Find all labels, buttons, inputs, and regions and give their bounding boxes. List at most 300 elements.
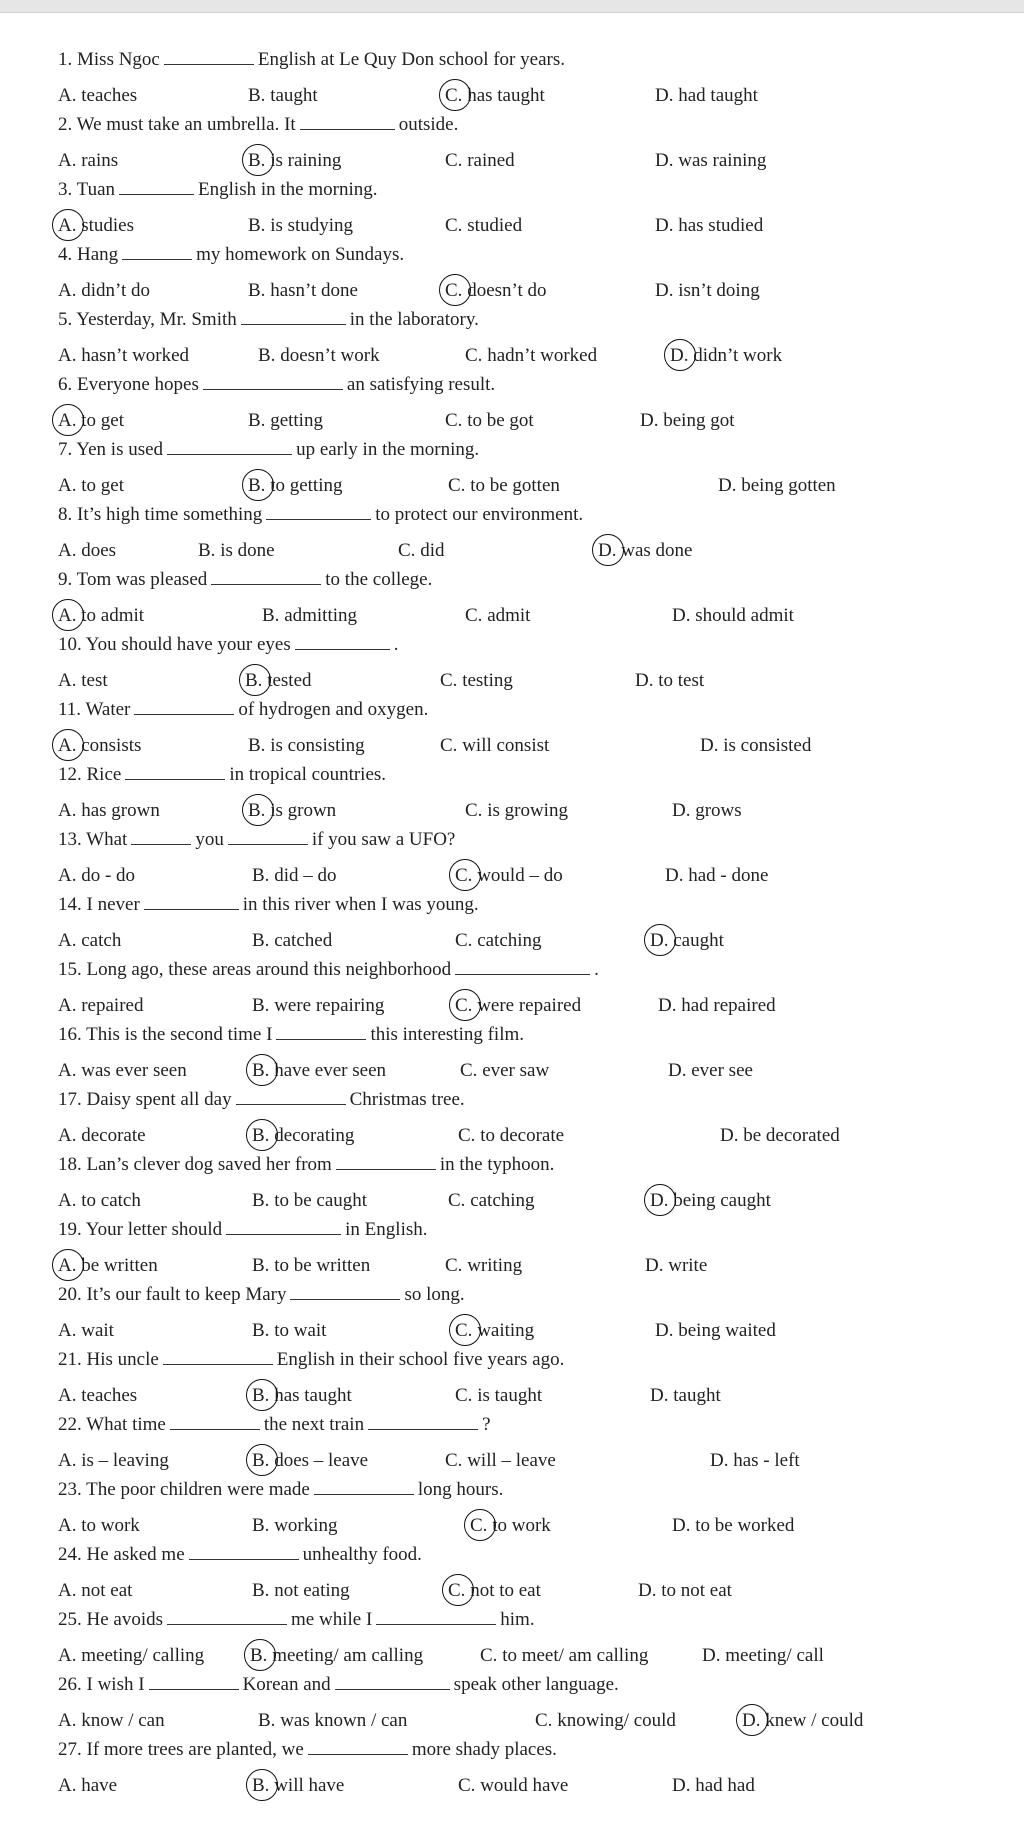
option-letter: D. [650, 1385, 669, 1406]
question-text: Tom was pleased [76, 569, 208, 590]
option-letter: D. [638, 1580, 657, 1601]
option-text: would – do [477, 865, 563, 886]
option-text: has taught [467, 85, 545, 106]
answer-blank [167, 1608, 287, 1625]
circled-option-letter: B. [252, 1775, 270, 1796]
option-text: being caught [673, 1190, 771, 1211]
circled-option-letter: B. [252, 1125, 270, 1146]
option-text: hasn’t done [270, 280, 358, 301]
option-a [58, 474, 124, 498]
option-a [58, 1124, 146, 1148]
question-text: of hydrogen and oxygen. [238, 699, 429, 720]
question-23 [58, 1478, 503, 1502]
answer-blank [131, 828, 191, 845]
option-text: have ever seen [274, 1060, 387, 1081]
option-letter: A. [58, 1190, 77, 1211]
option-a [58, 279, 150, 303]
option-d [655, 84, 758, 108]
option-text: test [81, 670, 108, 691]
option-d [645, 1254, 707, 1278]
option-c [440, 734, 549, 758]
option-text: to be gotten [470, 475, 560, 496]
option-letter: D. [700, 735, 719, 756]
option-b [248, 279, 358, 303]
option-a [58, 1709, 165, 1733]
option-c [455, 1384, 542, 1408]
option-text: being got [663, 410, 735, 431]
option-text: to test [658, 670, 705, 691]
option-text: be decorated [743, 1125, 840, 1146]
answer-blank [336, 1153, 436, 1170]
option-text: is taught [477, 1385, 543, 1406]
option-letter: B. [248, 215, 266, 236]
circled-option-letter: A. [58, 1255, 77, 1276]
option-text: taught [270, 85, 318, 106]
option-text: to catch [81, 1190, 141, 1211]
option-letter: C. [458, 1125, 476, 1146]
option-text: to wait [274, 1320, 327, 1341]
option-d [668, 1059, 753, 1083]
option-letter: A. [58, 865, 77, 886]
option-b [248, 149, 341, 173]
option-text: were repairing [274, 995, 385, 1016]
option-b [245, 669, 312, 693]
circled-option-letter: C. [455, 995, 473, 1016]
question-text: It’s our fault to keep Mary [86, 1284, 287, 1305]
question-8 [58, 503, 583, 527]
option-letter: D. [665, 865, 684, 886]
option-d [640, 409, 734, 433]
option-text: writing [467, 1255, 523, 1276]
answer-blank [335, 1673, 450, 1690]
option-text: to get [81, 475, 124, 496]
option-letter: C. [460, 1060, 478, 1081]
question-number: 27. [58, 1739, 82, 1760]
option-d [650, 929, 724, 953]
answer-blank [203, 373, 343, 390]
question-21 [58, 1348, 564, 1372]
option-letter: B. [248, 410, 266, 431]
option-letter: D. [710, 1450, 729, 1471]
circled-option-letter: D. [650, 930, 669, 951]
option-text: taught [673, 1385, 721, 1406]
answer-blank [300, 113, 395, 130]
question-text: If more trees are planted, we [86, 1739, 304, 1760]
question-text: me while I [291, 1609, 373, 1630]
option-letter: B. [252, 1320, 270, 1341]
option-a [58, 1514, 140, 1538]
option-b [252, 929, 332, 953]
question-number: 2. [58, 114, 73, 135]
question-text: You should have your eyes [85, 634, 291, 655]
option-a [58, 214, 134, 238]
option-text: had had [695, 1775, 755, 1796]
option-letter: B. [248, 735, 266, 756]
option-text: hadn’t worked [487, 345, 598, 366]
option-letter: D. [702, 1645, 721, 1666]
option-text: has grown [81, 800, 160, 821]
question-number: 6. [58, 374, 73, 395]
option-text: to work [492, 1515, 551, 1536]
option-letter: C. [465, 605, 483, 626]
question-number: 1. [58, 49, 73, 70]
answer-blank [276, 1023, 366, 1040]
question-number: 16. [58, 1024, 82, 1045]
circled-option-letter: C. [455, 865, 473, 886]
question-text: I never [86, 894, 140, 915]
option-text: wait [81, 1320, 114, 1341]
option-letter: B. [248, 85, 266, 106]
option-letter: C. [445, 1450, 463, 1471]
circled-option-letter: B. [252, 1385, 270, 1406]
question-number: 10. [58, 634, 82, 655]
question-number: 14. [58, 894, 82, 915]
option-a [58, 344, 189, 368]
option-letter: A. [58, 1450, 77, 1471]
question-text: It’s high time something [77, 504, 263, 525]
option-text: doesn’t work [280, 345, 380, 366]
option-text: had repaired [681, 995, 776, 1016]
option-b [248, 734, 365, 758]
option-letter: C. [440, 735, 458, 756]
option-text: does – leave [274, 1450, 369, 1471]
option-a [58, 1449, 169, 1473]
circled-option-letter: B. [248, 475, 266, 496]
question-text: Tuan [76, 179, 116, 200]
question-26 [58, 1673, 619, 1697]
circled-option-letter: C. [470, 1515, 488, 1536]
option-text: should admit [695, 605, 794, 626]
question-text: English in their school five years ago. [276, 1349, 565, 1370]
option-text: decorating [274, 1125, 355, 1146]
option-letter: C. [480, 1645, 498, 1666]
option-text: doesn’t do [467, 280, 547, 301]
question-text: outside. [398, 114, 459, 135]
option-text: catch [81, 930, 122, 951]
question-27 [58, 1738, 557, 1762]
option-text: to getting [270, 475, 343, 496]
option-a [58, 84, 137, 108]
question-number: 20. [58, 1284, 82, 1305]
option-text: decorate [81, 1125, 146, 1146]
question-5 [58, 308, 479, 332]
option-letter: D. [672, 800, 691, 821]
circled-option-letter: D. [598, 540, 617, 561]
option-text: to be worked [695, 1515, 795, 1536]
answer-blank [266, 503, 371, 520]
option-letter: A. [58, 150, 77, 171]
question-2 [58, 113, 458, 137]
answer-blank [236, 1088, 346, 1105]
option-text: being waited [678, 1320, 776, 1341]
option-text: was known / can [280, 1710, 408, 1731]
option-text: did – do [274, 865, 337, 886]
option-text: not eat [81, 1580, 133, 1601]
option-text: admitting [284, 605, 358, 626]
question-text: if you saw a UFO? [311, 829, 456, 850]
option-d [635, 669, 704, 693]
option-d [718, 474, 836, 498]
question-text: in tropical countries. [229, 764, 387, 785]
option-text: was raining [678, 150, 767, 171]
question-text: in the typhoon. [439, 1154, 555, 1175]
question-number: 19. [58, 1219, 82, 1240]
question-number: 5. [58, 309, 73, 330]
question-text: in this river when I was young. [242, 894, 479, 915]
option-c [445, 279, 547, 303]
option-c [465, 799, 568, 823]
question-text: more shady places. [411, 1739, 557, 1760]
option-d [710, 1449, 800, 1473]
option-text: catching [477, 930, 542, 951]
option-letter: C. [445, 410, 463, 431]
option-letter: A. [58, 475, 77, 496]
option-letter: A. [58, 995, 77, 1016]
option-d [700, 734, 811, 758]
option-text: is consisted [723, 735, 812, 756]
question-text: my homework on Sundays. [196, 244, 405, 265]
option-c [535, 1709, 676, 1733]
option-text: has taught [274, 1385, 352, 1406]
question-text: The poor children were made [86, 1479, 310, 1500]
option-d [650, 1384, 721, 1408]
option-a [58, 864, 135, 888]
option-a [58, 1059, 187, 1083]
option-letter: B. [252, 865, 270, 886]
circled-option-letter: B. [248, 150, 266, 171]
option-text: to meet/ am calling [502, 1645, 649, 1666]
question-text: an satisfying result. [346, 374, 496, 395]
option-text: will have [274, 1775, 345, 1796]
option-letter: D. [655, 1320, 674, 1341]
question-text: in the laboratory. [349, 309, 479, 330]
option-b [252, 1774, 344, 1798]
option-text: didn’t do [81, 280, 151, 301]
circled-option-letter: D. [742, 1710, 761, 1731]
option-a [58, 1384, 137, 1408]
option-letter: A. [58, 540, 77, 561]
circled-option-letter: D. [650, 1190, 669, 1211]
answer-blank [308, 1738, 408, 1755]
question-17 [58, 1088, 465, 1112]
question-15 [58, 958, 599, 982]
answer-blank [368, 1413, 478, 1430]
option-text: testing [462, 670, 513, 691]
option-text: is studying [270, 215, 354, 236]
option-c [455, 929, 542, 953]
option-b [252, 1189, 367, 1213]
option-c [445, 149, 515, 173]
question-number: 24. [58, 1544, 82, 1565]
option-letter: C. [445, 150, 463, 171]
question-number: 11. [58, 699, 82, 720]
question-text: you [195, 829, 224, 850]
option-letter: B. [252, 995, 270, 1016]
question-text: His uncle [86, 1349, 159, 1370]
question-text: up early in the morning. [296, 439, 480, 460]
option-letter: D. [655, 150, 674, 171]
question-text: This is the second time I [86, 1024, 273, 1045]
option-letter: A. [58, 1060, 77, 1081]
answer-blank [149, 1673, 239, 1690]
question-text: Your letter should [85, 1219, 223, 1240]
option-text: write [668, 1255, 708, 1276]
option-b [252, 1124, 354, 1148]
option-letter: C. [445, 1255, 463, 1276]
question-text: Rice [86, 764, 122, 785]
option-c [445, 1449, 556, 1473]
option-d [670, 344, 782, 368]
question-text: to the college. [325, 569, 433, 590]
question-7 [58, 438, 479, 462]
option-letter: C. [448, 475, 466, 496]
question-text: this interesting film. [370, 1024, 525, 1045]
question-10 [58, 633, 399, 657]
option-letter: C. [465, 345, 483, 366]
option-b [258, 344, 380, 368]
option-letter: C. [458, 1775, 476, 1796]
option-b [252, 864, 336, 888]
question-text: I wish I [86, 1674, 145, 1695]
option-letter: C. [440, 670, 458, 691]
circled-option-letter: B. [248, 800, 266, 821]
question-text: Everyone hopes [77, 374, 199, 395]
option-d [655, 279, 760, 303]
option-letter: A. [58, 345, 77, 366]
option-text: is – leaving [81, 1450, 169, 1471]
option-letter: B. [252, 1515, 270, 1536]
circled-option-letter: A. [58, 605, 77, 626]
circled-option-letter: B. [250, 1645, 268, 1666]
question-text: English in the morning. [198, 179, 378, 200]
option-c [465, 344, 597, 368]
option-text: working [274, 1515, 338, 1536]
option-c [398, 539, 444, 563]
option-letter: A. [58, 1125, 77, 1146]
option-text: has - left [733, 1450, 800, 1471]
option-b [248, 409, 323, 433]
option-text: studies [81, 215, 135, 236]
option-text: caught [673, 930, 724, 951]
option-text: meeting/ call [725, 1645, 824, 1666]
answer-blank [376, 1608, 496, 1625]
option-b [198, 539, 275, 563]
question-text: Lan’s clever dog saved her from [86, 1154, 332, 1175]
option-c [448, 1189, 535, 1213]
option-d [665, 864, 768, 888]
question-text: Hang [77, 244, 119, 265]
option-text: ever see [691, 1060, 753, 1081]
question-9 [58, 568, 432, 592]
option-text: consists [81, 735, 142, 756]
option-c [470, 1514, 551, 1538]
answer-blank [170, 1413, 260, 1430]
option-letter: D. [640, 410, 659, 431]
question-24 [58, 1543, 422, 1567]
answer-blank [226, 1218, 341, 1235]
option-text: have [81, 1775, 118, 1796]
option-text: is grown [270, 800, 337, 821]
option-d [638, 1579, 732, 1603]
option-text: catching [470, 1190, 535, 1211]
question-number: 13. [58, 829, 82, 850]
answer-blank [163, 1348, 273, 1365]
option-text: would have [480, 1775, 569, 1796]
option-c [455, 864, 563, 888]
option-letter: B. [252, 1580, 270, 1601]
question-text: Water [85, 699, 131, 720]
answer-blank [164, 48, 254, 65]
answer-blank [211, 568, 321, 585]
circled-option-letter: A. [58, 735, 77, 756]
option-text: rains [81, 150, 119, 171]
question-1 [58, 48, 565, 72]
option-text: is growing [487, 800, 568, 821]
answer-blank [241, 308, 346, 325]
option-letter: A. [58, 1320, 77, 1341]
question-number: 3. [58, 179, 73, 200]
option-c [458, 1774, 568, 1798]
option-letter: A. [58, 85, 77, 106]
option-a [58, 1254, 158, 1278]
question-12 [58, 763, 386, 787]
circled-option-letter: C. [448, 1580, 466, 1601]
option-text: has studied [678, 215, 764, 236]
option-c [440, 669, 513, 693]
option-a [58, 409, 124, 433]
question-number: 12. [58, 764, 82, 785]
answer-blank [144, 893, 239, 910]
option-text: were repaired [477, 995, 582, 1016]
question-number: 17. [58, 1089, 82, 1110]
option-d [702, 1644, 824, 1668]
option-letter: C. [465, 800, 483, 821]
option-letter: D. [720, 1125, 739, 1146]
option-text: not to eat [470, 1580, 541, 1601]
option-letter: A. [58, 1580, 77, 1601]
option-text: will – leave [467, 1450, 556, 1471]
question-text: the next train [263, 1414, 365, 1435]
option-text: catched [274, 930, 333, 951]
option-text: is done [220, 540, 275, 561]
question-text: What [86, 829, 128, 850]
option-text: not eating [274, 1580, 350, 1601]
question-number: 18. [58, 1154, 82, 1175]
answer-blank [122, 243, 192, 260]
question-text: Long ago, these areas around this neighborhood [86, 959, 452, 980]
question-number: 15. [58, 959, 82, 980]
option-letter: D. [655, 85, 674, 106]
option-d [650, 1189, 771, 1213]
option-a [58, 799, 160, 823]
option-c [455, 1319, 534, 1343]
option-b [252, 1384, 352, 1408]
question-text: him. [500, 1609, 535, 1630]
option-c [465, 604, 530, 628]
option-letter: A. [58, 1515, 77, 1536]
option-text: is consisting [270, 735, 365, 756]
option-text: had - done [688, 865, 769, 886]
option-text: had taught [678, 85, 758, 106]
option-d [672, 604, 794, 628]
option-text: to get [81, 410, 124, 431]
question-text: We must take an umbrella. It [76, 114, 296, 135]
option-text: studied [467, 215, 523, 236]
option-c [448, 474, 560, 498]
option-a [58, 669, 108, 693]
option-d [655, 214, 763, 238]
option-letter: D. [672, 605, 691, 626]
